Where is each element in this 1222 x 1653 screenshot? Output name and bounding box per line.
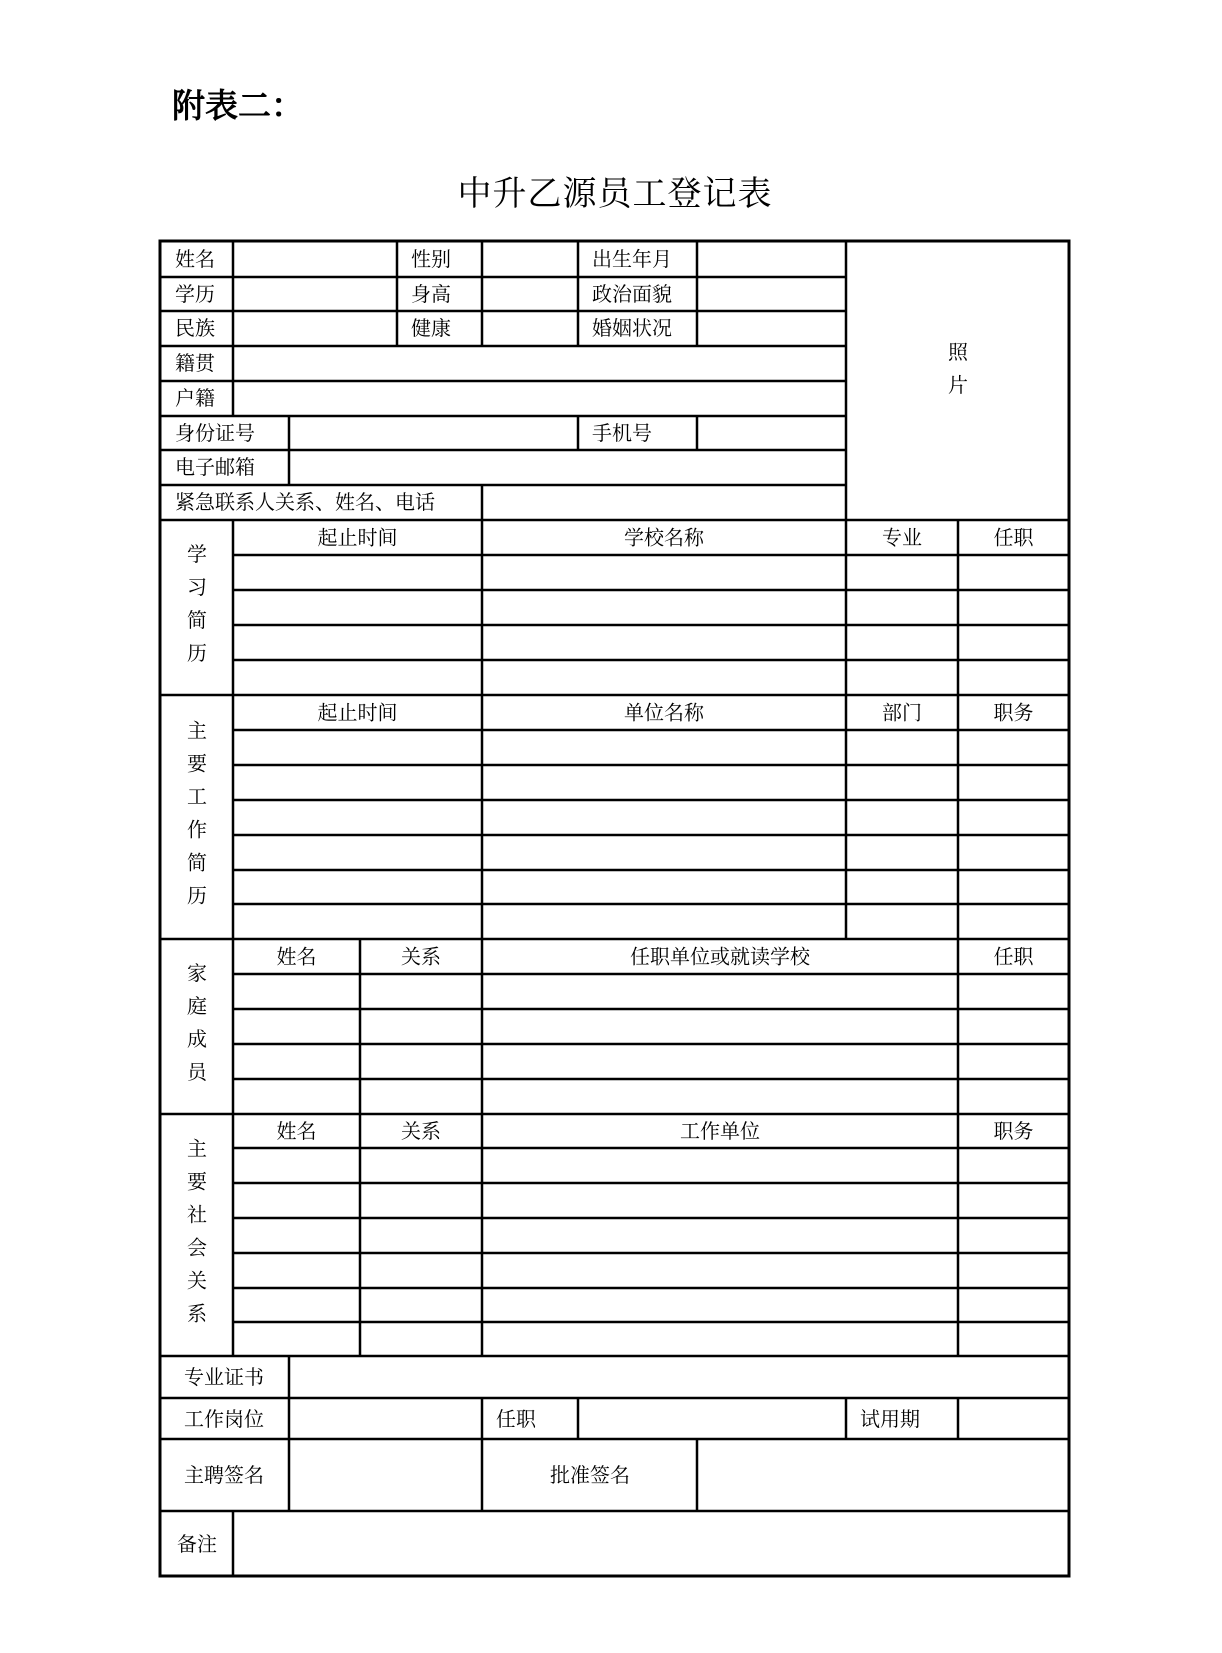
social-cell-r1-c1[interactable] — [235, 1150, 358, 1181]
family-cell-r4-c1[interactable] — [235, 1081, 358, 1112]
education-cell-r4-c3[interactable] — [848, 662, 956, 693]
social-cell-r5-c2[interactable] — [362, 1290, 480, 1320]
label-professional-certificate: 专业证书 — [184, 1365, 264, 1389]
social-section-label: 主要社会关系 — [187, 1136, 207, 1326]
label-email: 电子邮箱 — [175, 455, 255, 479]
education-header-3: 任职 — [993, 525, 1034, 550]
label-marital-status: 婚姻状况 — [592, 316, 672, 340]
name-field[interactable] — [235, 243, 395, 275]
social-cell-r3-c2[interactable] — [362, 1220, 480, 1251]
health-field[interactable] — [484, 313, 576, 344]
family-cell-r3-c1[interactable] — [235, 1046, 358, 1077]
education-header-0: 起止时间 — [317, 525, 398, 550]
label-emergency-contact: 紧急联系人关系、姓名、电话 — [175, 490, 435, 514]
family-header-3: 任职 — [993, 944, 1034, 969]
work-cell-r3-c4[interactable] — [960, 802, 1067, 833]
education-cell-r3-c3[interactable] — [848, 627, 956, 658]
work-header-1: 单位名称 — [624, 700, 704, 725]
work-cell-r1-c3[interactable] — [848, 732, 956, 763]
education-cell-r2-c4[interactable] — [960, 592, 1067, 623]
social-cell-r3-c1[interactable] — [235, 1220, 358, 1251]
work-cell-r4-c1[interactable] — [235, 837, 480, 868]
education-cell-r1-c2[interactable] — [484, 557, 844, 588]
education-cell-r3-c4[interactable] — [960, 627, 1067, 658]
social-cell-r3-c3[interactable] — [484, 1220, 956, 1251]
family-cell-r3-c4[interactable] — [960, 1046, 1067, 1077]
education-cell-r3-c2[interactable] — [484, 627, 844, 658]
household-field[interactable] — [235, 383, 844, 414]
work-cell-r2-c4[interactable] — [960, 767, 1067, 798]
work-cell-r3-c2[interactable] — [484, 802, 844, 833]
label-height: 身高 — [411, 282, 451, 306]
social-cell-r5-c1[interactable] — [235, 1290, 358, 1320]
work-cell-r5-c3[interactable] — [848, 872, 956, 902]
mobile-field[interactable] — [699, 418, 844, 448]
work-cell-r1-c1[interactable] — [235, 732, 480, 763]
family-cell-r4-c2[interactable] — [362, 1081, 480, 1112]
family-cell-r1-c1[interactable] — [235, 976, 358, 1007]
ethnicity-field[interactable] — [235, 313, 395, 344]
family-header-0: 姓名 — [276, 944, 317, 969]
social-cell-r4-c2[interactable] — [362, 1255, 480, 1286]
social-cell-r4-c3[interactable] — [484, 1255, 956, 1286]
label-mobile: 手机号 — [592, 421, 652, 445]
native-place-field[interactable] — [235, 348, 844, 379]
label-political-status: 政治面貌 — [592, 282, 672, 306]
social-cell-r1-c2[interactable] — [362, 1150, 480, 1181]
height-field[interactable] — [484, 279, 576, 309]
social-cell-r4-c1[interactable] — [235, 1255, 358, 1286]
marital-status-field[interactable] — [699, 313, 844, 344]
education-cell-r2-c3[interactable] — [848, 592, 956, 623]
family-cell-r1-c2[interactable] — [362, 976, 480, 1007]
social-header-2: 工作单位 — [680, 1119, 760, 1143]
label-native-place: 籍贯 — [175, 351, 215, 375]
family-cell-r1-c3[interactable] — [484, 976, 956, 1007]
social-cell-r6-c2[interactable] — [362, 1324, 480, 1354]
work-cell-r2-c3[interactable] — [848, 767, 956, 798]
work-cell-r4-c4[interactable] — [960, 837, 1067, 868]
work-cell-r6-c1[interactable] — [235, 906, 480, 937]
education-cell-r4-c2[interactable] — [484, 662, 844, 693]
photo-placeholder-label: 照片 — [948, 340, 968, 397]
family-section-label: 家庭成员 — [187, 961, 207, 1084]
social-cell-r2-c2[interactable] — [362, 1185, 480, 1216]
education-cell-r1-c4[interactable] — [960, 557, 1067, 588]
work-header-0: 起止时间 — [317, 700, 398, 725]
job-post-field[interactable] — [291, 1400, 480, 1437]
family-cell-r3-c3[interactable] — [484, 1046, 956, 1077]
label-education: 学历 — [175, 282, 215, 306]
approval-signature-field[interactable] — [699, 1441, 1067, 1509]
emergency-contact-field[interactable] — [484, 487, 844, 518]
work-cell-r5-c4[interactable] — [960, 872, 1067, 902]
work-section-label: 主要工作简历 — [187, 718, 207, 908]
education-section-label: 学习简历 — [187, 542, 207, 665]
education-cell-r1-c3[interactable] — [848, 557, 956, 588]
label-household-registration: 户籍 — [175, 386, 215, 410]
education-cell-r1-c1[interactable] — [235, 557, 480, 588]
education-cell-r2-c2[interactable] — [484, 592, 844, 623]
label-approval-signature: 批准签名 — [550, 1463, 630, 1487]
social-cell-r5-c3[interactable] — [484, 1290, 956, 1320]
gender-field[interactable] — [484, 243, 576, 275]
social-cell-r1-c4[interactable] — [960, 1150, 1067, 1181]
remarks-field[interactable] — [235, 1513, 1067, 1574]
work-header-3: 职务 — [993, 700, 1034, 725]
label-hiring-signature: 主聘签名 — [184, 1463, 264, 1487]
label-birth-date: 出生年月 — [592, 247, 672, 271]
social-cell-r4-c4[interactable] — [960, 1255, 1067, 1286]
education-header-1: 学校名称 — [624, 525, 704, 550]
family-header-2: 任职单位或就读学校 — [630, 944, 810, 969]
label-health: 健康 — [411, 316, 451, 340]
label-position: 任职 — [496, 1407, 536, 1431]
work-cell-r2-c1[interactable] — [235, 767, 480, 798]
social-cell-r2-c4[interactable] — [960, 1185, 1067, 1216]
family-cell-r2-c1[interactable] — [235, 1011, 358, 1042]
work-cell-r4-c3[interactable] — [848, 837, 956, 868]
professional-certificate-field[interactable] — [291, 1358, 1067, 1396]
work-cell-r3-c3[interactable] — [848, 802, 956, 833]
label-gender: 性别 — [411, 247, 451, 271]
social-cell-r5-c4[interactable] — [960, 1290, 1067, 1320]
work-cell-r1-c4[interactable] — [960, 732, 1067, 763]
work-cell-r3-c1[interactable] — [235, 802, 480, 833]
political-status-field[interactable] — [699, 279, 844, 309]
social-cell-r2-c1[interactable] — [235, 1185, 358, 1216]
social-cell-r3-c4[interactable] — [960, 1220, 1067, 1251]
label-probation: 试用期 — [860, 1407, 920, 1431]
social-cell-r6-c4[interactable] — [960, 1324, 1067, 1354]
work-cell-r4-c2[interactable] — [484, 837, 844, 868]
education-field[interactable] — [235, 279, 395, 309]
work-cell-r1-c2[interactable] — [484, 732, 844, 763]
education-cell-r4-c4[interactable] — [960, 662, 1067, 693]
work-cell-r6-c2[interactable] — [484, 906, 844, 937]
document-title: 中升乙源员工登记表 — [457, 174, 773, 214]
social-header-0: 姓名 — [276, 1119, 317, 1143]
hiring-signature-field[interactable] — [291, 1441, 480, 1509]
family-cell-r3-c2[interactable] — [362, 1046, 480, 1077]
birth-date-field[interactable] — [699, 243, 844, 275]
family-cell-r4-c3[interactable] — [484, 1081, 956, 1112]
education-cell-r3-c1[interactable] — [235, 627, 480, 658]
social-cell-r6-c3[interactable] — [484, 1324, 956, 1354]
label-job-post: 工作岗位 — [184, 1407, 264, 1431]
education-cell-r4-c1[interactable] — [235, 662, 480, 693]
work-cell-r5-c1[interactable] — [235, 872, 480, 902]
probation-field[interactable] — [960, 1400, 1067, 1437]
position-field[interactable] — [580, 1400, 844, 1437]
social-header-3: 职务 — [993, 1119, 1034, 1143]
social-cell-r6-c1[interactable] — [235, 1324, 358, 1354]
id-number-field[interactable] — [291, 418, 576, 448]
family-cell-r4-c4[interactable] — [960, 1081, 1067, 1112]
page-label: 附表二： — [172, 86, 304, 125]
email-field[interactable] — [291, 452, 844, 483]
work-cell-r6-c3[interactable] — [848, 906, 956, 937]
social-header-1: 关系 — [401, 1119, 441, 1143]
social-cell-r1-c3[interactable] — [484, 1150, 956, 1181]
work-cell-r5-c2[interactable] — [484, 872, 844, 902]
work-header-2: 部门 — [882, 700, 922, 725]
label-id-number: 身份证号 — [175, 421, 255, 445]
label-name: 姓名 — [175, 247, 215, 271]
label-ethnicity: 民族 — [175, 316, 215, 340]
label-remarks: 备注 — [177, 1532, 217, 1556]
social-cell-r2-c3[interactable] — [484, 1185, 956, 1216]
family-cell-r1-c4[interactable] — [960, 976, 1067, 1007]
education-header-2: 专业 — [882, 525, 922, 550]
family-cell-r2-c2[interactable] — [362, 1011, 480, 1042]
family-cell-r2-c3[interactable] — [484, 1011, 956, 1042]
work-cell-r6-c4[interactable] — [960, 906, 1067, 937]
family-header-1: 关系 — [401, 944, 441, 969]
work-cell-r2-c2[interactable] — [484, 767, 844, 798]
education-cell-r2-c1[interactable] — [235, 592, 480, 623]
family-cell-r2-c4[interactable] — [960, 1011, 1067, 1042]
